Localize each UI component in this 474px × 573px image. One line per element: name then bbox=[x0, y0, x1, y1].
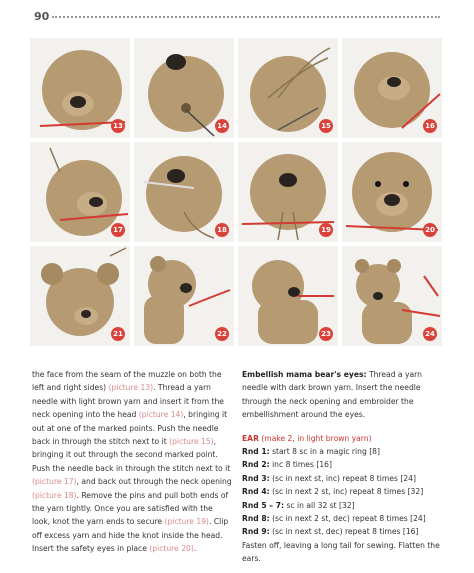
photo-step-18 bbox=[134, 142, 234, 242]
round-3: Rnd 3: (sc in next st, inc) repeat 8 times [24] bbox=[242, 473, 416, 483]
face-shaping-paragraph: the face from the seam of the muzzle on both the left and right sides) (picture 13). Thread a yarn needle with light brown yarn and insert it from the neck opening into the head (picture 14), bringing it out at one of the marked points. Push the needle back in through the stitch next to it (picture 15), bringing it out through the second marked point. Push the needle back in through the stitch next to it (picture 17), and back out through the neck opening (picture 18). Remove the pins and pull both ends of the yarn tightly. Once you are satisfied with the look, knot the yarn ends to secure (picture 19). Clip off excess yarn and hide the knot inside the head. Insert the safety eyes in place (picture 20). bbox=[32, 370, 232, 554]
photo-step-23 bbox=[238, 246, 338, 346]
step-badge: 24 bbox=[423, 327, 437, 341]
step-badge: 13 bbox=[111, 119, 125, 133]
photo-step-15 bbox=[238, 38, 338, 138]
picture-ref: (picture 20) bbox=[149, 544, 194, 554]
page-number: 90 bbox=[34, 10, 50, 23]
step-badge: 20 bbox=[423, 223, 437, 237]
round-1: Rnd 1: start 8 sc in a magic ring [8] bbox=[242, 447, 380, 457]
picture-ref: (picture 14) bbox=[138, 410, 184, 420]
round-2: Rnd 2: inc 8 times [16] bbox=[242, 460, 332, 470]
step-badge: 21 bbox=[111, 327, 125, 341]
picture-ref: (picture 19) bbox=[164, 517, 210, 527]
step-badge: 22 bbox=[215, 327, 229, 341]
photo-step-14 bbox=[134, 38, 234, 138]
picture-ref: (picture 18) bbox=[32, 490, 77, 500]
photo-step-17 bbox=[30, 142, 130, 242]
ear-heading: EAR (make 2, in light brown yarn) bbox=[242, 433, 372, 443]
page-header bbox=[0, 0, 474, 30]
round-5-7: Rnd 5 – 7: sc in all 32 st [32] bbox=[242, 500, 355, 510]
round-8: Rnd 8: (sc in next 2 st, dec) repeat 8 times [24] bbox=[242, 514, 426, 524]
photo-step-20 bbox=[342, 142, 442, 242]
photo-step-22 bbox=[134, 246, 234, 346]
step-badge: 16 bbox=[423, 119, 437, 133]
fasten-off-text: Fasten off, leaving a long tail for sewing. Flatten the ears. bbox=[242, 540, 440, 564]
step-badge: 17 bbox=[111, 223, 125, 237]
photo-step-21 bbox=[30, 246, 130, 346]
picture-ref: (picture 17) bbox=[32, 477, 77, 487]
round-9: Rnd 9: (sc in next st, dec) repeat 8 times [16] bbox=[242, 527, 419, 537]
eyes-paragraph: Embellish mama bear's eyes: Thread a yarn needle with dark brown yarn. Insert the needle through the neck opening and embroider the embellishment around the eyes. bbox=[242, 370, 422, 420]
step-badge: 23 bbox=[319, 327, 333, 341]
photo-step-13 bbox=[30, 38, 130, 138]
step-badge: 18 bbox=[215, 223, 229, 237]
photo-step-16 bbox=[342, 38, 442, 138]
round-4: Rnd 4: (sc in next 2 st, inc) repeat 8 times [32] bbox=[242, 487, 424, 497]
step-badge: 14 bbox=[215, 119, 229, 133]
step-badge: 15 bbox=[319, 119, 333, 133]
step-badge: 19 bbox=[319, 223, 333, 237]
instructions-left-column bbox=[32, 368, 232, 556]
picture-ref: (picture 13) bbox=[108, 383, 154, 393]
photo-step-24 bbox=[342, 246, 442, 346]
eyes-heading: Embellish mama bear's eyes: bbox=[242, 370, 367, 379]
instructions-right-column bbox=[242, 368, 447, 566]
photo-step-19 bbox=[238, 142, 338, 242]
header-dotted-rule bbox=[52, 16, 440, 18]
picture-ref: (picture 15) bbox=[169, 437, 214, 447]
